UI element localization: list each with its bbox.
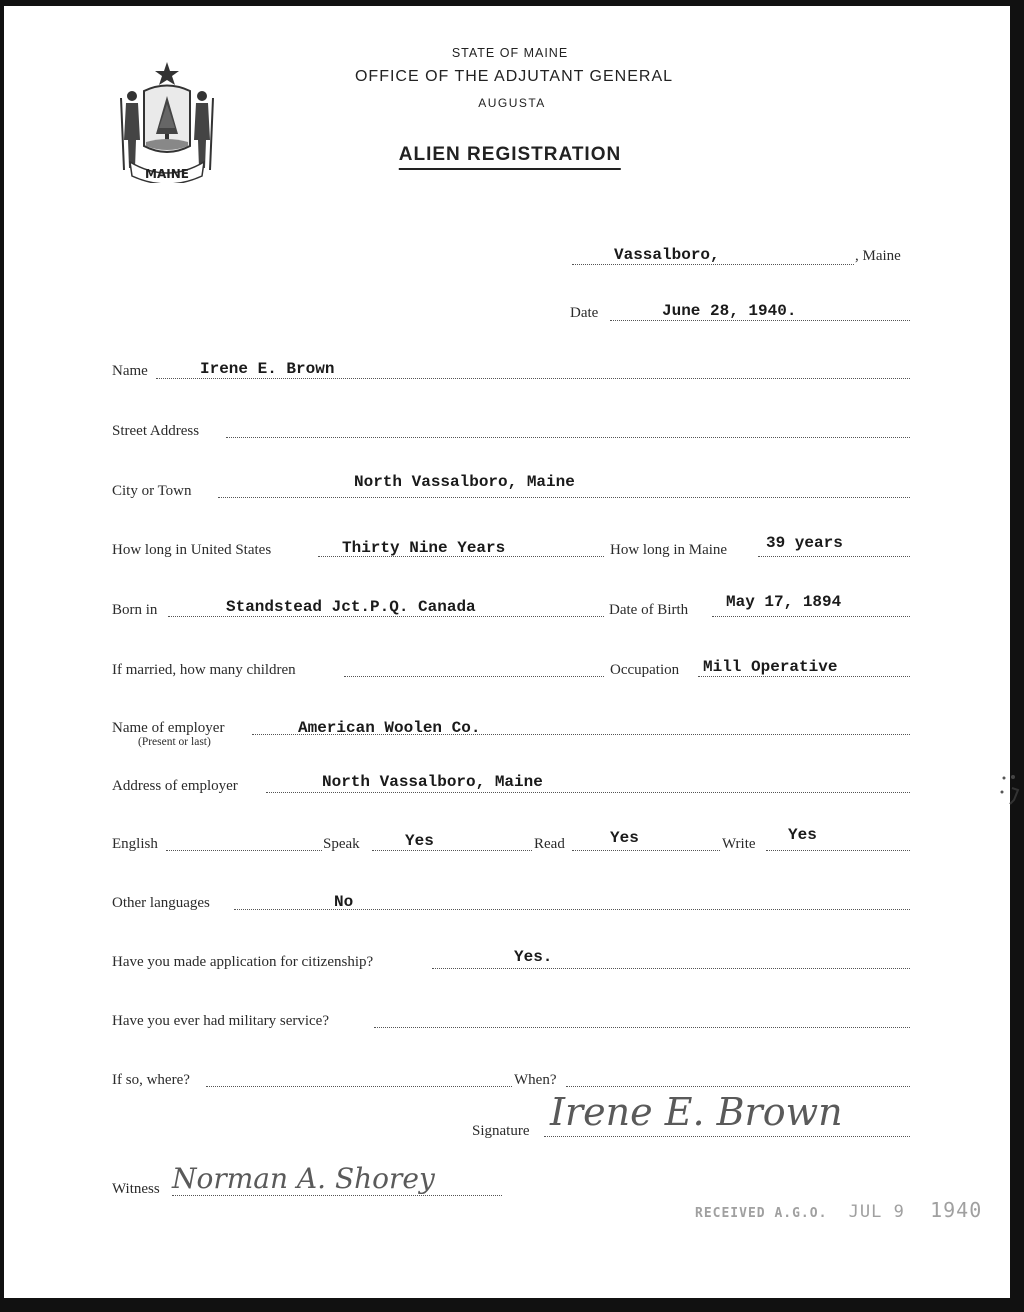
signature-value: Irene E. Brown — [550, 1090, 843, 1134]
occupation-line — [698, 676, 910, 677]
english-label: English — [112, 836, 158, 852]
how-long-maine-label: How long in Maine — [610, 542, 728, 558]
witness-label: Witness — [112, 1181, 160, 1197]
received-stamp — [695, 1198, 982, 1222]
employer-label: Name of employer — [112, 720, 225, 736]
date-of-birth-line — [712, 616, 910, 617]
other-languages-value: No — [334, 893, 354, 911]
place-suffix: , Maine — [855, 248, 901, 264]
write-value: Yes — [788, 826, 817, 844]
english-line — [166, 850, 322, 851]
stamp-date: JUL 9 — [848, 1202, 905, 1222]
street-address-line — [226, 437, 910, 438]
date-label: Date — [570, 305, 599, 321]
name-label: Name — [112, 363, 148, 379]
city-or-town-label: City or Town — [112, 483, 192, 499]
other-languages-label: Other languages — [112, 895, 210, 911]
state-heading: STATE OF MAINE — [451, 46, 569, 60]
born-in-label: Born in — [112, 602, 158, 618]
read-value: Yes — [610, 829, 639, 847]
scan-border-top — [0, 0, 1024, 6]
place-value: Vassalboro, — [614, 246, 720, 264]
when-line — [566, 1086, 910, 1087]
read-label: Read — [534, 836, 565, 852]
stamp-text: RECEIVED A.G.O. — [695, 1206, 828, 1221]
how-long-maine-value: 39 years — [766, 534, 843, 552]
speak-label: Speak — [323, 836, 360, 852]
when-label: When? — [514, 1072, 557, 1088]
witness-value: Norman A. Shorey — [172, 1162, 435, 1195]
military-line — [374, 1027, 910, 1028]
employer-value: American Woolen Co. — [298, 719, 481, 737]
city-or-town-value: North Vassalboro, Maine — [354, 473, 575, 491]
name-line — [156, 378, 910, 379]
where-line — [206, 1086, 512, 1087]
scan-specks — [998, 774, 1022, 810]
how-long-us-label: How long in United States — [112, 542, 272, 558]
date-value: June 28, 1940. — [662, 302, 797, 320]
speak-value: Yes — [405, 832, 434, 850]
write-label: Write — [722, 836, 756, 852]
speak-line — [372, 850, 532, 851]
born-in-value: Standstead Jct.P.Q. Canada — [226, 598, 476, 616]
name-value: Irene E. Brown — [200, 360, 335, 378]
date-of-birth-value: May 17, 1894 — [726, 593, 842, 611]
born-in-line — [168, 616, 604, 617]
signature-label: Signature — [472, 1123, 530, 1139]
maine-state-seal-icon — [112, 58, 222, 183]
city-or-town-line — [218, 497, 910, 498]
citizenship-label: Have you made application for citizenship? — [112, 954, 374, 970]
read-line — [572, 850, 720, 851]
stamp-year: 1940 — [930, 1198, 983, 1222]
children-label: If married, how many children — [112, 662, 296, 678]
employer-sublabel: (Present or last) — [138, 736, 211, 748]
date-of-birth-label: Date of Birth — [609, 602, 689, 618]
scan-border-left — [0, 0, 4, 1312]
signature-line — [544, 1136, 910, 1137]
occupation-label: Occupation — [610, 662, 680, 678]
children-line — [344, 676, 604, 677]
occupation-value: Mill Operative — [703, 658, 838, 676]
where-label: If so, where? — [112, 1072, 190, 1088]
employer-address-value: North Vassalboro, Maine — [322, 773, 543, 791]
form-title: ALIEN REGISTRATION — [399, 144, 621, 170]
date-line — [610, 320, 910, 321]
citizenship-line — [432, 968, 910, 969]
citizenship-value: Yes. — [514, 948, 553, 966]
seal-banner: MAINE — [145, 167, 189, 181]
office-heading: OFFICE OF THE ADJUTANT GENERAL — [354, 68, 674, 85]
how-long-maine-line — [758, 556, 910, 557]
witness-line — [172, 1195, 502, 1196]
place-line — [572, 264, 854, 265]
military-label: Have you ever had military service? — [112, 1013, 329, 1029]
city-heading: AUGUSTA — [478, 96, 546, 110]
scan-border-right — [1010, 0, 1024, 1312]
how-long-us-value: Thirty Nine Years — [342, 539, 506, 557]
write-line — [766, 850, 910, 851]
employer-address-label: Address of employer — [112, 778, 238, 794]
employer-address-line — [266, 792, 910, 793]
street-address-label: Street Address — [112, 423, 200, 439]
scan-border-bottom — [0, 1298, 1024, 1312]
